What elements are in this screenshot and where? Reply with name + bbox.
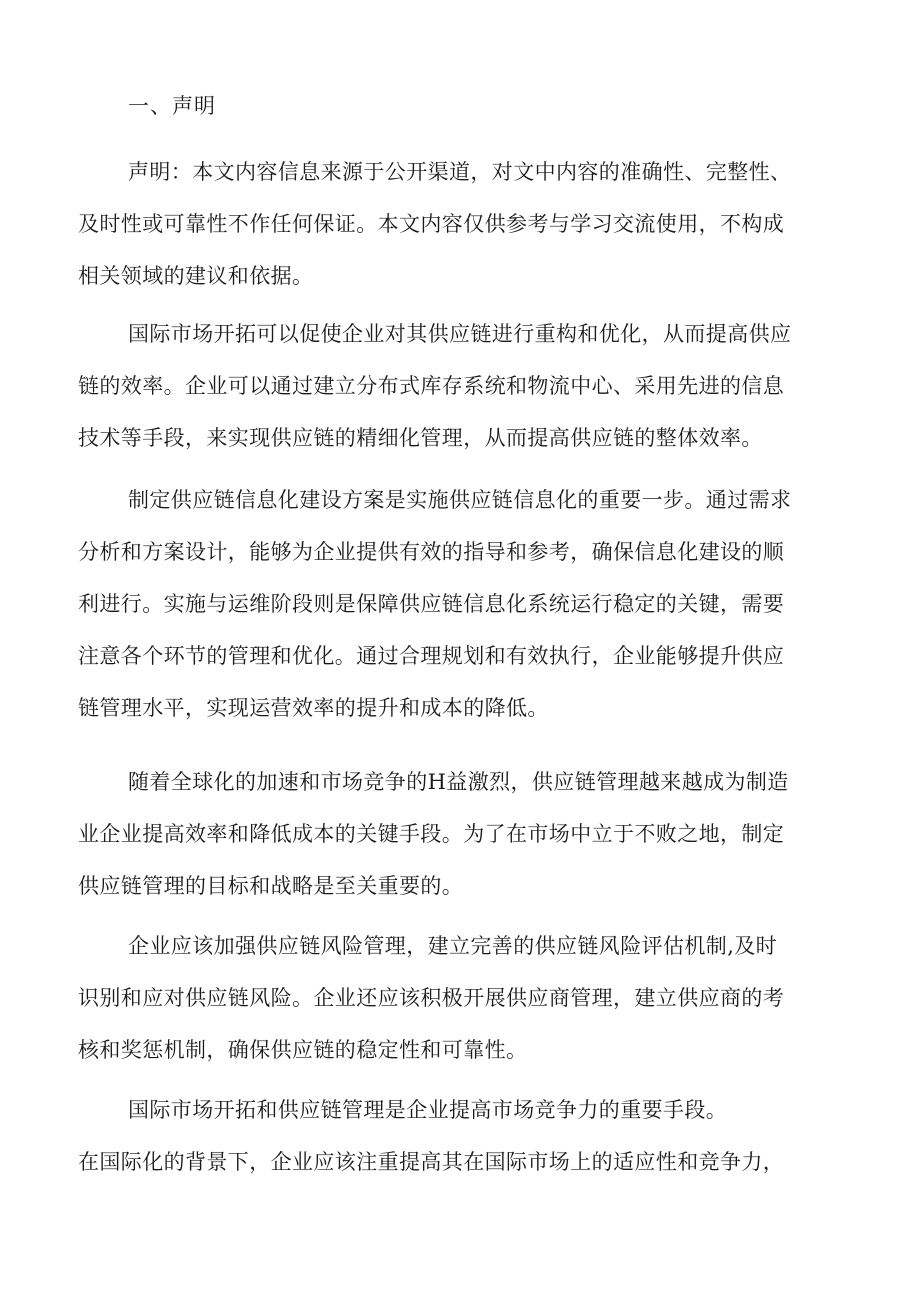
paragraph-line: 技术等手段，来实现供应链的精细化管理，从而提高供应链的整体效率。 [78,426,763,450]
paragraph-line: 识别和应对供应链风险。企业还应该积极开展供应商管理，建立供应商的考 [78,986,785,1010]
paragraph-line: 供应链管理的目标和战略是至关重要的。 [78,874,464,898]
paragraph-line: 链的效率。企业可以通过建立分布式库存系统和物流中心、采用先进的信息 [78,374,785,398]
paragraph-disclaimer [78,146,844,302]
paragraph-line: 声明：本文内容信息来源于公开渠道，对文中内容的准确性、完整性、 [128,160,792,184]
paragraph-line: 随着全球化的加速和市场竞争的H益激烈，供应链管理越来越成为制造 [128,770,789,794]
paragraph-line: 利进行。实施与运维阶段则是保障供应链信息化系统运行稳定的关键，需要 [78,592,785,616]
paragraph-competitiveness [78,1084,844,1188]
paragraph-line: 在国际化的背景下，企业应该注重提高其在国际市场上的适应性和竞争力， [78,1150,785,1174]
paragraph-line: 注意各个环节的管理和优化。通过合理规划和有效执行，企业能够提升供应 [78,644,785,668]
paragraph-globalization [78,756,844,912]
paragraph-risk-management [78,920,844,1076]
paragraph-informatization [78,474,844,734]
paragraph-line: 相关领域的建议和依据。 [78,264,314,288]
paragraph-line: 制定供应链信息化建设方案是实施供应链信息化的重要一步。通过需求 [128,488,792,512]
section-heading: 一、声明 [128,94,216,118]
paragraph-line: 国际市场开拓和供应链管理是企业提高市场竞争力的重要手段。 [128,1098,728,1122]
paragraph-line: 及时性或可靠性不作任何保证。本文内容仅供参考与学习交流使用，不构成 [78,212,785,236]
paragraph-line: 核和奖惩机制，确保供应链的稳定性和可靠性。 [78,1038,528,1062]
paragraph-line: 业企业提高效率和降低成本的关键手段。为了在市场中立于不败之地，制定 [78,822,785,846]
paragraph-line: 国际市场开拓可以促使企业对其供应链进行重构和优化，从而提高供应 [128,322,792,346]
paragraph-line: 分析和方案设计，能够为企业提供有效的指导和参考，确保信息化建设的顺 [78,540,785,564]
paragraph-market-expansion [78,308,844,464]
paragraph-line: 企业应该加强供应链风险管理，建立完善的供应链风险评估机制,及时 [128,934,778,958]
paragraph-line: 链管理水平，实现运营效率的提升和成本的降低。 [78,696,549,720]
